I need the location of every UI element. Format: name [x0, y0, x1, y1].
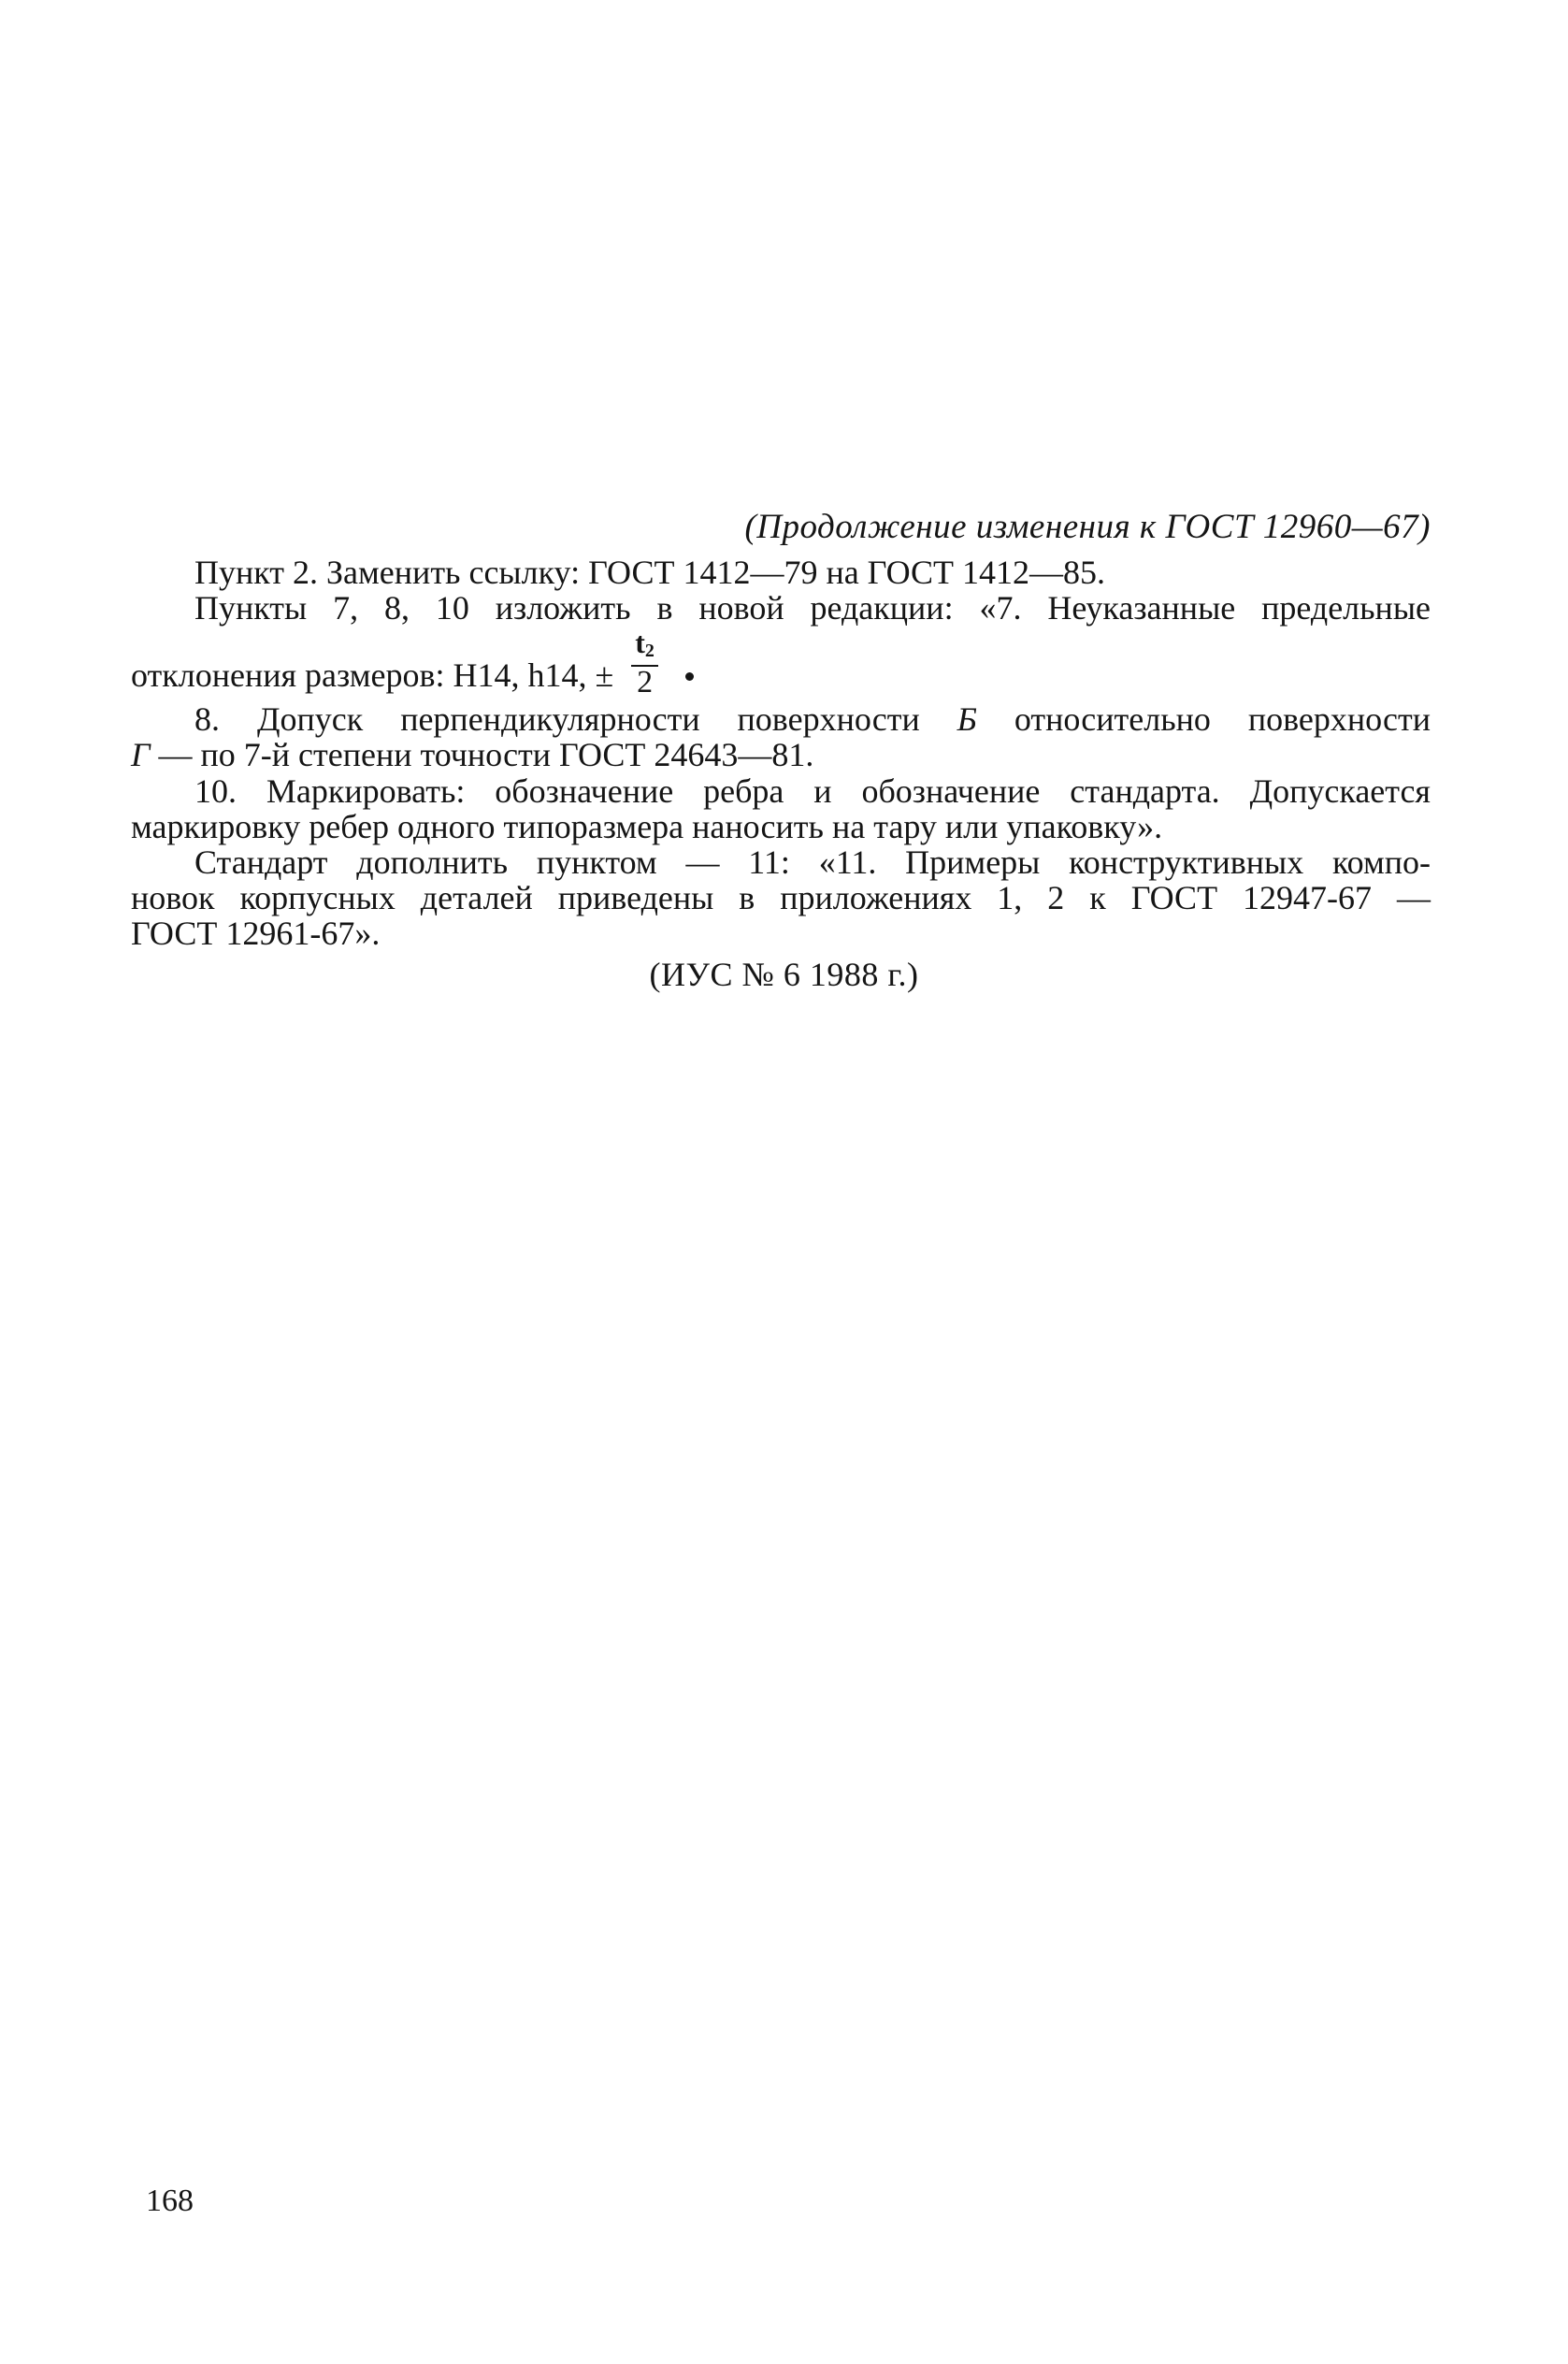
numerator-subscript: 2	[644, 641, 655, 661]
bullet-dot	[685, 672, 694, 681]
item-8-line-2	[131, 737, 1431, 772]
items-intro-line: Пункты 7, 8, 10 изложить в новой редакции: «7. Неуказанные предельные	[194, 589, 1431, 627]
item-10-line-2: маркировку ребер одного типоразмера наносить на тару или упаковку».	[131, 808, 1163, 845]
surface-b-letter: Б	[957, 700, 977, 738]
continuation-heading: (Продолжение изменения к ГОСТ 12960—67)	[744, 508, 1431, 546]
item-11-line-1: Стандарт дополнить пунктом — 11: «11. Примеры конструктивных компо-	[194, 843, 1431, 881]
items-7-8-10-intro	[131, 590, 1431, 626]
item-11-paragraph	[131, 844, 1431, 951]
item-8-text-c: — по 7-й степени точности ГОСТ 24643—81.	[158, 736, 814, 773]
tolerance-fraction	[631, 628, 658, 699]
item-8-paragraph	[131, 701, 1431, 772]
item-8-line-1	[131, 701, 1431, 737]
fraction-numerator	[631, 628, 658, 667]
item-2-paragraph: Пункт 2. Заменить ссылку: ГОСТ 1412—79 на ГОСТ 1412—85.	[194, 554, 1106, 591]
item-8-text-b: относительно поверхности	[1014, 700, 1431, 738]
item-11-line-2: новок корпусных деталей приведены в приложениях 1, 2 к ГОСТ 12947-67 —	[131, 879, 1431, 916]
page-number: 168	[146, 2184, 194, 2218]
item-10-paragraph	[131, 773, 1431, 844]
source-reference: (ИУС № 6 1988 г.)	[649, 956, 919, 993]
item-8-text-a: 8. Допуск перпендикулярности поверхности	[194, 700, 920, 738]
surface-g-letter: Г	[131, 736, 151, 773]
item-7-text: отклонения размеров: H14, h14, ±	[131, 656, 614, 694]
fraction-denominator: 2	[637, 665, 654, 699]
item-10-line-1: 10. Маркировать: обозначение ребра и обозначение стандарта. Допускается	[194, 772, 1431, 810]
item-11-line-3: ГОСТ 12961-67».	[131, 915, 381, 952]
numerator-symbol: t	[635, 626, 645, 659]
